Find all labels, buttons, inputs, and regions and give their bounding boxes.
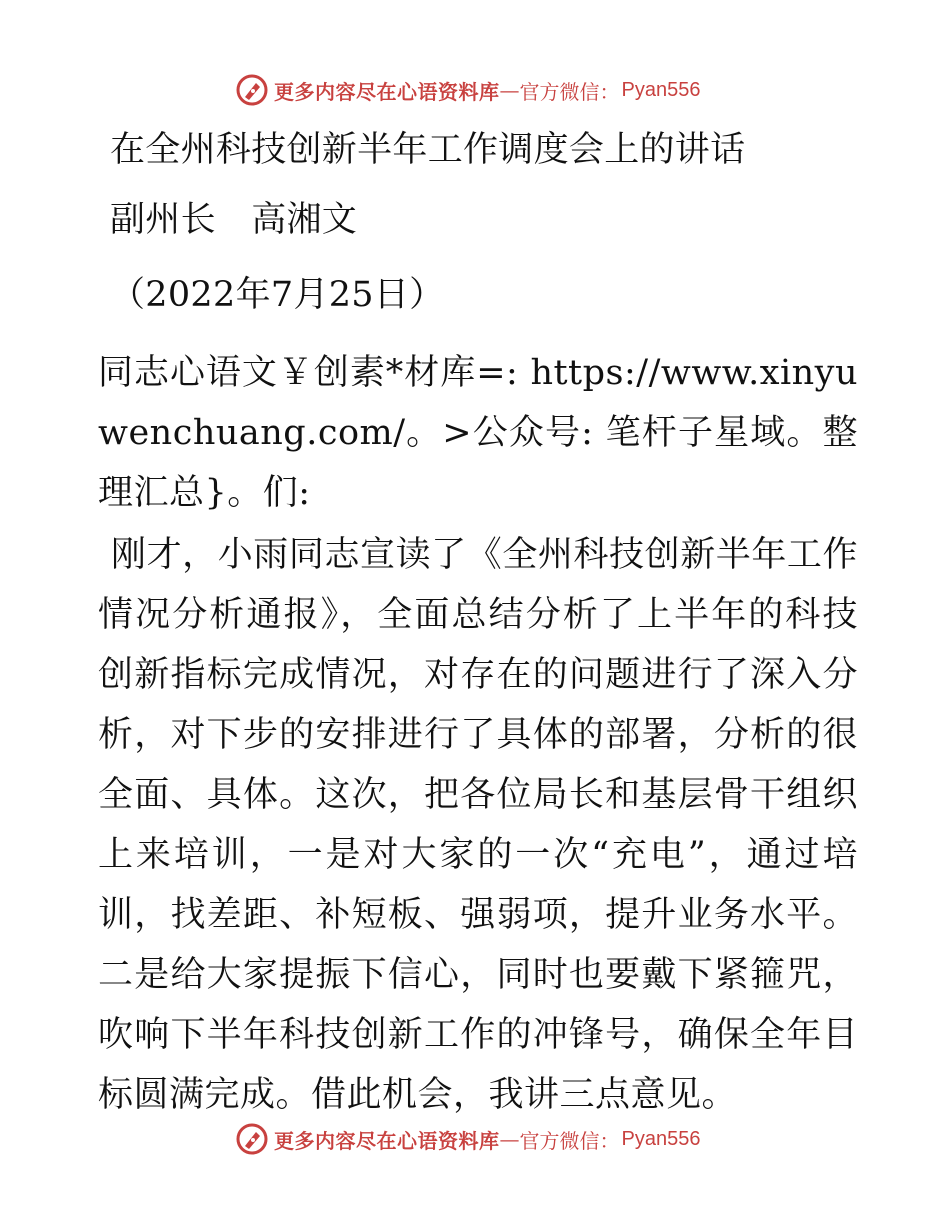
watermark-wechat-id: Pyan556 — [621, 78, 701, 101]
watermark-wechat-label: 官方微信： — [519, 79, 620, 104]
watermark-wechat-label: 官方微信： — [519, 1128, 620, 1153]
watermark-wechat-id: Pyan556 — [621, 1127, 701, 1150]
footer-watermark — [236, 1121, 700, 1157]
watermark-brand-text: 更多内容尽在心语资料库 — [274, 79, 500, 104]
pen-nib-circle-icon — [236, 74, 268, 106]
document-salutation: 同志心语文￥创素*材库=: https://www.xinyuwenchuang.com/。>公众号: 笔杆子星域。整理汇总}。们: — [98, 353, 858, 513]
document-title: 在全州科技创新半年工作调度会上的讲话 — [110, 130, 746, 170]
pen-nib-circle-icon — [236, 1123, 268, 1155]
document-author: 副州长 高湘文 — [110, 200, 358, 240]
document-date: （2022年7月25日） — [110, 275, 445, 315]
document-paragraph: 刚才，小雨同志宣读了《全州科技创新半年工作情况分析通报》，全面总结分析了上半年的科技创新指标完成情况，对存在的问题进行了深入分析，对下步的安排进行了具体的部署，分析的很全面、具体。这次，把各位局长和基层骨干组织上来培训，一是对大家的一次“充电”，通过培训，找差距、补短板、强弱项，提升业务水平。二是给大家提振下信心，同时也要戴下紧箍咒，吹响下半年科技创新工作的冲锋号，确保全年目标圆满完成。借此机会，我讲三点意见。 — [98, 535, 858, 1115]
watermark-separator: — — [499, 78, 520, 102]
header-watermark — [236, 72, 700, 108]
watermark-separator: — — [499, 1127, 520, 1151]
watermark-brand-text: 更多内容尽在心语资料库 — [274, 1128, 500, 1153]
